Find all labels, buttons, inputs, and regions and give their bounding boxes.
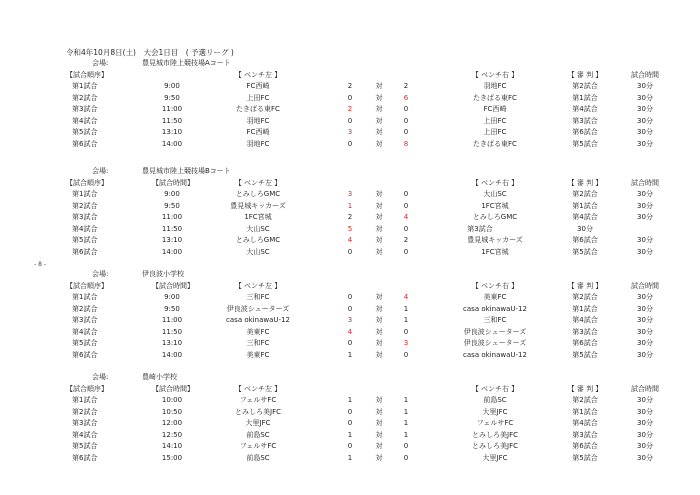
venue-name: 伊良波小学校 — [142, 270, 184, 278]
column-header: 試合時間 — [631, 178, 659, 187]
versus-label: 対 — [375, 327, 383, 336]
column-header: 【 ベンチ右 】 — [471, 281, 519, 290]
match-row — [0, 83, 700, 94]
away-team: フェルサFC — [476, 419, 514, 427]
away-score: 1 — [403, 396, 409, 404]
venue-heading — [0, 168, 700, 179]
away-team: たきばる東FC — [473, 139, 517, 148]
match-duration: 30分 — [637, 453, 653, 462]
away-score: 1 — [403, 316, 409, 324]
column-header: 【 ベンチ左 】 — [234, 384, 282, 393]
match-number: 第1試合 — [72, 396, 98, 404]
referee-assignment: 第5試合 — [572, 139, 598, 148]
home-team: たきばる東FC — [236, 105, 280, 113]
match-number: 第1試合 — [72, 82, 98, 90]
away-score: 0 — [403, 442, 409, 450]
match-duration: 30分 — [637, 430, 653, 439]
away-score: 0 — [403, 105, 409, 113]
venue-name: 豊見城市陸上競技場Aコート — [142, 59, 231, 67]
match-row — [0, 95, 700, 106]
match-row — [0, 129, 700, 140]
referee-assignment: 第2試合 — [572, 396, 598, 404]
home-team: 豊見城キッカーズ — [230, 201, 286, 210]
away-score: 4 — [403, 293, 409, 301]
referee-assignment: 第5試合 — [572, 350, 598, 359]
versus-label: 対 — [375, 339, 383, 347]
match-duration: 30分 — [637, 139, 653, 148]
match-row — [0, 306, 700, 317]
match-duration: 30分 — [637, 293, 653, 301]
away-team: 大山SC — [483, 190, 507, 198]
away-score: 0 — [403, 224, 409, 233]
venue-heading — [0, 271, 700, 282]
home-score: 0 — [347, 116, 353, 125]
away-score: 0 — [403, 453, 409, 462]
column-header: 【 ベンチ左 】 — [234, 281, 282, 290]
match-duration: 30分 — [577, 224, 593, 233]
match-number: 第6試合 — [72, 350, 98, 359]
match-row — [0, 294, 700, 305]
home-team: 美東FC — [246, 350, 270, 359]
column-header-row — [0, 386, 700, 397]
versus-label: 対 — [375, 105, 383, 113]
home-team: 美東FC — [246, 327, 270, 336]
match-number: 第3試合 — [72, 213, 98, 221]
referee-assignment: 第2試合 — [572, 190, 598, 198]
match-number: 第3試合 — [72, 105, 98, 113]
match-row — [0, 352, 700, 363]
versus-label: 対 — [375, 453, 383, 462]
column-header: 【試合順序】 — [66, 70, 108, 79]
column-header: 試合時間 — [631, 70, 659, 79]
away-team: 大里JFC — [482, 453, 508, 462]
home-team: FC西崎 — [246, 128, 270, 136]
column-header: 【 ベンチ右 】 — [471, 70, 519, 79]
away-score: 0 — [403, 190, 409, 198]
home-score: 1 — [347, 430, 353, 439]
kickoff-time: 9:50 — [164, 304, 180, 313]
match-number: 第2試合 — [72, 304, 98, 313]
match-row — [0, 249, 700, 260]
match-duration: 30分 — [637, 93, 653, 102]
match-row — [0, 214, 700, 225]
kickoff-time: 9:00 — [164, 82, 180, 90]
match-duration: 30分 — [637, 419, 653, 427]
home-team: 前島SC — [246, 430, 270, 439]
away-team: 大里JFC — [482, 407, 508, 416]
column-header: 【 審 判 】 — [567, 384, 603, 393]
versus-label: 対 — [375, 419, 383, 427]
kickoff-time: 9:00 — [164, 293, 180, 301]
referee-assignment: 第6試合 — [572, 236, 598, 244]
kickoff-time: 11:50 — [161, 327, 183, 336]
column-header-row — [0, 180, 700, 191]
home-score: 4 — [347, 327, 353, 336]
away-team: とみしろGMC — [472, 213, 518, 221]
versus-label: 対 — [375, 407, 383, 416]
home-score: 0 — [347, 419, 353, 427]
venue-label: 会場: — [92, 270, 109, 278]
venue-name: 豊崎小学校 — [142, 373, 177, 381]
home-score: 2 — [347, 105, 353, 113]
match-row — [0, 237, 700, 248]
referee-assignment: 第5試合 — [572, 453, 598, 462]
versus-label: 対 — [375, 93, 383, 102]
column-header: 【 審 判 】 — [567, 70, 603, 79]
venue-name: 豊見城市陸上競技場Bコート — [142, 167, 231, 175]
column-header: 【 ベンチ左 】 — [234, 70, 282, 79]
home-team: 伊良波シューターズ — [226, 304, 290, 313]
home-score: 3 — [347, 128, 353, 136]
versus-label: 対 — [375, 316, 383, 324]
referee-assignment: 第3試合 — [572, 430, 598, 439]
match-duration: 30分 — [637, 213, 653, 221]
match-duration: 30分 — [637, 116, 653, 125]
away-score: 0 — [403, 201, 409, 210]
away-team: casa okinawaU-12 — [463, 304, 527, 313]
match-number: 第2試合 — [72, 93, 98, 102]
match-number: 第3試合 — [72, 419, 98, 427]
away-team: とみしろ美JFC — [472, 442, 518, 450]
kickoff-time: 12:00 — [161, 419, 183, 427]
venue-label: 会場: — [92, 167, 109, 175]
referee-assignment: 第4試合 — [572, 419, 598, 427]
venue-label: 会場: — [92, 59, 109, 67]
column-header-row — [0, 283, 700, 294]
column-header: 【試合時間】 — [152, 384, 194, 393]
match-row — [0, 317, 700, 328]
home-score: 4 — [347, 236, 353, 244]
match-row — [0, 397, 700, 408]
column-header: 【 審 判 】 — [567, 281, 603, 290]
kickoff-time: 14:00 — [161, 247, 183, 256]
match-duration: 30分 — [637, 442, 653, 450]
versus-label: 対 — [375, 247, 383, 256]
away-team: casa okinawaU-12 — [463, 350, 527, 359]
kickoff-time: 10:00 — [161, 396, 183, 404]
versus-label: 対 — [375, 396, 383, 404]
versus-label: 対 — [375, 201, 383, 210]
kickoff-time: 14:10 — [161, 442, 183, 450]
home-score: 1 — [347, 201, 353, 210]
home-score: 1 — [347, 396, 353, 404]
venue-heading — [0, 374, 700, 385]
away-score: 0 — [403, 247, 409, 256]
match-number: 第5試合 — [72, 339, 98, 347]
home-team: FC西崎 — [246, 82, 270, 90]
kickoff-time: 9:00 — [164, 190, 180, 198]
page-title: 令和4年10月8日(土) 大会1日目 ( 予選リーグ ) — [66, 48, 234, 57]
home-team: 三和FC — [246, 339, 270, 347]
match-number: 第6試合 — [72, 453, 98, 462]
versus-label: 対 — [375, 116, 383, 125]
away-score: 6 — [403, 93, 409, 102]
bye-note: 第3試合 — [467, 224, 493, 233]
kickoff-time: 14:00 — [161, 139, 183, 148]
away-team: 美東FC — [483, 293, 507, 301]
away-score: 1 — [403, 407, 409, 416]
away-team: FC西崎 — [483, 105, 507, 113]
away-team: 伊良波シューターズ — [463, 339, 527, 347]
versus-label: 対 — [375, 139, 383, 148]
versus-label: 対 — [375, 236, 383, 244]
away-team: たきばる東FC — [473, 93, 517, 102]
venue-label: 会場: — [92, 373, 109, 381]
home-team: 1FC宮城 — [244, 213, 272, 221]
kickoff-time: 11:00 — [161, 213, 183, 221]
match-number: 第1試合 — [72, 293, 98, 301]
match-row — [0, 203, 700, 214]
away-team: 伊良波シューターズ — [463, 327, 527, 336]
home-team: フェルサFC — [239, 442, 277, 450]
home-team: 大里JFC — [245, 419, 271, 427]
match-row — [0, 340, 700, 351]
away-score: 0 — [403, 327, 409, 336]
home-score: 0 — [347, 339, 353, 347]
referee-assignment: 第1試合 — [572, 93, 598, 102]
match-number: 第6試合 — [72, 247, 98, 256]
away-score: 1 — [403, 304, 409, 313]
home-team: 前島SC — [246, 453, 270, 462]
column-header: 【 ベンチ右 】 — [471, 384, 519, 393]
away-score: 2 — [403, 236, 409, 244]
match-duration: 30分 — [637, 304, 653, 313]
referee-assignment: 第6試合 — [572, 442, 598, 450]
referee-assignment: 第4試合 — [572, 105, 598, 113]
column-header: 試合時間 — [631, 281, 659, 290]
page-number: - 8 - — [34, 261, 46, 268]
kickoff-time: 11:00 — [161, 316, 183, 324]
home-score: 1 — [347, 350, 353, 359]
column-header: 【 ベンチ左 】 — [234, 178, 282, 187]
home-score: 2 — [347, 213, 353, 221]
kickoff-time: 13:10 — [161, 128, 183, 136]
referee-assignment: 第2試合 — [572, 82, 598, 90]
away-team: 1FC宮城 — [481, 201, 509, 210]
home-team: 三和FC — [246, 293, 270, 301]
away-score: 8 — [403, 139, 409, 148]
column-header: 【試合時間】 — [152, 281, 194, 290]
match-row — [0, 118, 700, 129]
match-duration: 30分 — [637, 327, 653, 336]
match-row — [0, 443, 700, 454]
home-team: とみしろGMC — [235, 190, 281, 198]
versus-label: 対 — [375, 442, 383, 450]
kickoff-time: 11:50 — [161, 116, 183, 125]
referee-assignment: 第2試合 — [572, 293, 598, 301]
column-header-row — [0, 72, 700, 83]
home-team: 羽地FC — [246, 139, 270, 148]
home-score: 3 — [347, 190, 353, 198]
match-duration: 30分 — [637, 82, 653, 90]
home-team: フェルサFC — [239, 396, 277, 404]
column-header: 試合時間 — [631, 384, 659, 393]
home-score: 1 — [347, 453, 353, 462]
referee-assignment: 第5試合 — [572, 247, 598, 256]
match-duration: 30分 — [637, 339, 653, 347]
away-team: 前島SC — [483, 396, 507, 404]
kickoff-time: 10:50 — [161, 407, 183, 416]
home-team: 大山SC — [246, 224, 270, 233]
referee-assignment: 第3試合 — [572, 327, 598, 336]
away-team: 豊見城キッカーズ — [467, 236, 523, 244]
away-score: 1 — [403, 419, 409, 427]
column-header: 【 ベンチ右 】 — [471, 178, 519, 187]
match-row — [0, 226, 700, 237]
referee-assignment: 第6試合 — [572, 128, 598, 136]
match-number: 第3試合 — [72, 316, 98, 324]
versus-label: 対 — [375, 213, 383, 221]
match-duration: 30分 — [637, 128, 653, 136]
match-number: 第2試合 — [72, 201, 98, 210]
referee-assignment: 第4試合 — [572, 316, 598, 324]
home-team: 羽地FC — [246, 116, 270, 125]
kickoff-time: 13:10 — [161, 236, 183, 244]
match-row — [0, 432, 700, 443]
away-score: 2 — [403, 82, 409, 90]
home-score: 0 — [347, 293, 353, 301]
match-duration: 30分 — [637, 190, 653, 198]
match-number: 第1試合 — [72, 190, 98, 198]
kickoff-time: 15:00 — [161, 453, 183, 462]
referee-assignment: 第1試合 — [572, 407, 598, 416]
versus-label: 対 — [375, 82, 383, 90]
away-score: 0 — [403, 350, 409, 359]
home-team: 上田FC — [246, 93, 270, 102]
kickoff-time: 11:00 — [161, 105, 183, 113]
home-score: 0 — [347, 442, 353, 450]
versus-label: 対 — [375, 224, 383, 233]
home-score: 0 — [347, 93, 353, 102]
referee-assignment: 第1試合 — [572, 201, 598, 210]
match-number: 第4試合 — [72, 224, 98, 233]
column-header: 【試合時間】 — [152, 178, 194, 187]
versus-label: 対 — [375, 293, 383, 301]
venue-heading — [0, 60, 700, 71]
home-team: 大山SC — [246, 247, 270, 256]
match-number: 第6試合 — [72, 139, 98, 148]
match-row — [0, 455, 700, 466]
match-duration: 30分 — [637, 407, 653, 416]
match-number: 第5試合 — [72, 442, 98, 450]
versus-label: 対 — [375, 190, 383, 198]
referee-assignment: 第3試合 — [572, 116, 598, 125]
away-team: 1FC宮城 — [481, 247, 509, 256]
away-team: 上田FC — [483, 128, 507, 136]
match-duration: 30分 — [637, 316, 653, 324]
away-score: 1 — [403, 430, 409, 439]
home-score: 0 — [347, 407, 353, 416]
home-score: 0 — [347, 247, 353, 256]
home-score: 5 — [347, 224, 353, 233]
match-duration: 30分 — [637, 350, 653, 359]
match-number: 第4試合 — [72, 430, 98, 439]
home-score: 0 — [347, 139, 353, 148]
away-score: 3 — [403, 339, 409, 347]
match-duration: 30分 — [637, 396, 653, 404]
away-team: 上田FC — [483, 116, 507, 125]
kickoff-time: 12:50 — [161, 430, 183, 439]
home-score: 2 — [347, 82, 353, 90]
kickoff-time: 11:50 — [161, 224, 183, 233]
away-team: とみしろ美JFC — [472, 430, 518, 439]
versus-label: 対 — [375, 430, 383, 439]
home-score: 0 — [347, 304, 353, 313]
versus-label: 対 — [375, 350, 383, 359]
match-row — [0, 191, 700, 202]
home-team: とみしろGMC — [235, 236, 281, 244]
match-number: 第5試合 — [72, 236, 98, 244]
away-score: 0 — [403, 116, 409, 125]
column-header: 【試合順序】 — [66, 178, 108, 187]
match-duration: 30分 — [637, 247, 653, 256]
column-header: 【試合順序】 — [66, 281, 108, 290]
match-number: 第2試合 — [72, 407, 98, 416]
referee-assignment: 第4試合 — [572, 213, 598, 221]
away-team: 羽地FC — [483, 82, 507, 90]
versus-label: 対 — [375, 128, 383, 136]
match-row — [0, 141, 700, 152]
match-row — [0, 329, 700, 340]
match-number: 第4試合 — [72, 116, 98, 125]
match-duration: 30分 — [637, 105, 653, 113]
kickoff-time: 13:10 — [161, 339, 183, 347]
match-duration: 30分 — [637, 236, 653, 244]
column-header: 【 審 判 】 — [567, 178, 603, 187]
match-number: 第5試合 — [72, 128, 98, 136]
match-row — [0, 409, 700, 420]
match-row — [0, 106, 700, 117]
away-score: 0 — [403, 128, 409, 136]
home-score: 3 — [347, 316, 353, 324]
match-duration: 30分 — [637, 201, 653, 210]
away-score: 4 — [403, 213, 409, 221]
match-row — [0, 420, 700, 431]
away-team: 三和FC — [483, 316, 507, 324]
home-team: casa okinawaU-12 — [226, 316, 290, 324]
kickoff-time: 9:50 — [164, 93, 180, 102]
match-number: 第4試合 — [72, 327, 98, 336]
referee-assignment: 第6試合 — [572, 339, 598, 347]
referee-assignment: 第1試合 — [572, 304, 598, 313]
versus-label: 対 — [375, 304, 383, 313]
kickoff-time: 14:00 — [161, 350, 183, 359]
home-team: とみしろ美JFC — [235, 407, 281, 416]
column-header: 【試合順序】 — [66, 384, 108, 393]
kickoff-time: 9:50 — [164, 201, 180, 210]
